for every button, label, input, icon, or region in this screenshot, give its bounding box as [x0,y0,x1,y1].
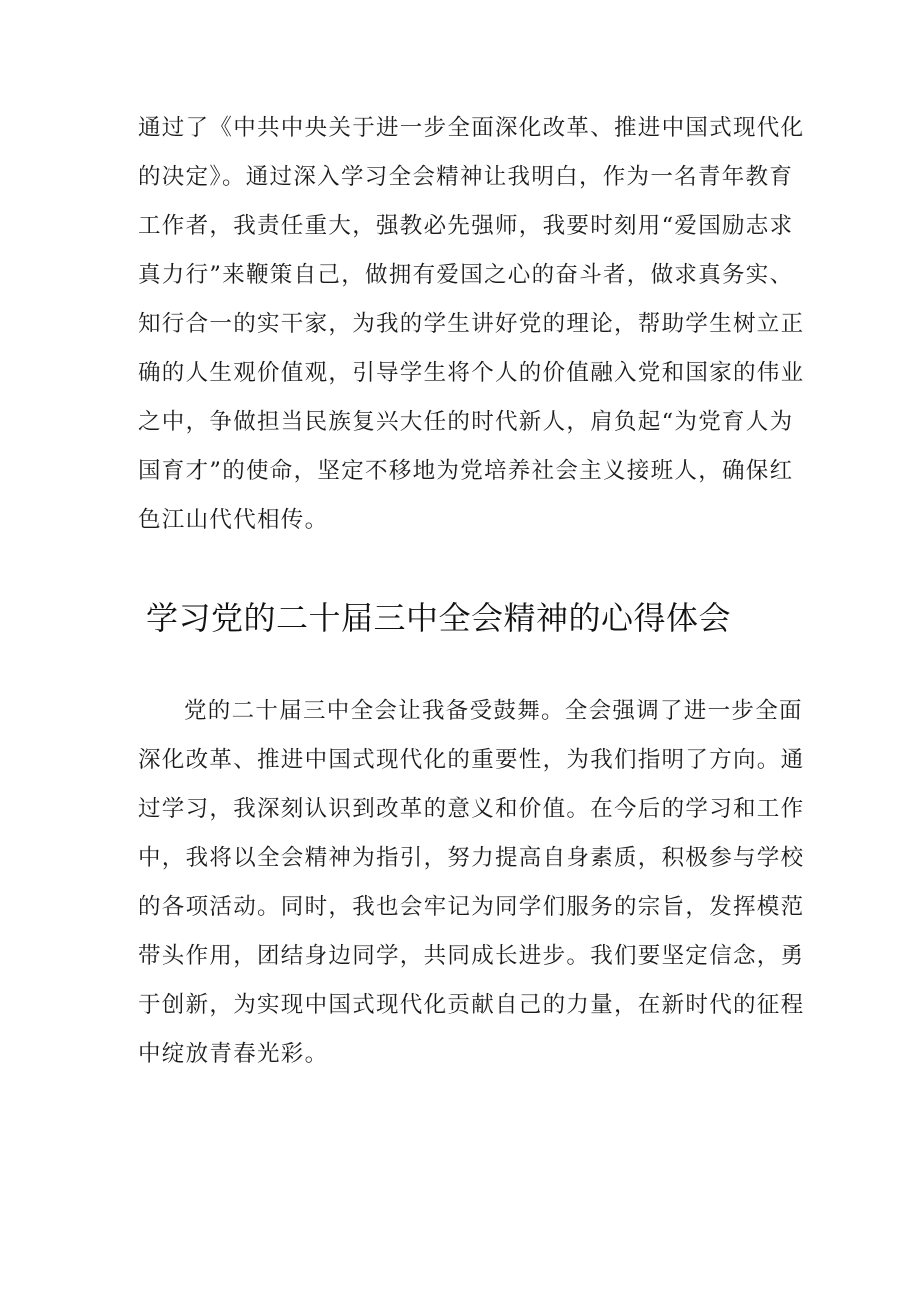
paragraph-line: 色江山代代相传。 [138,507,329,533]
section-heading: 学习党的二十届三中全会精神的心得体会 [146,599,732,637]
paragraph-line: 的各项活动。同时，我也会牢记为同学们服务的宗旨，发挥模范 [138,894,805,920]
paragraph-line: 过学习，我深刻认识到改革的意义和价值。在今后的学习和工作 [138,796,805,822]
paragraph-line: 之中，争做担当民族复兴大任的时代新人，肩负起“为党育人为 [138,409,794,435]
paragraph-line: 确的人生观价值观，引导学生将个人的价值融入党和国家的伟业 [138,360,805,386]
paragraph-line: 中，我将以全会精神为指引，努力提高自身素质，积极参与学校 [138,845,805,871]
paragraph-line: 国育才”的使命，坚定不移地为党培养社会主义接班人，确保红 [138,458,794,484]
paragraph-line: 深化改革、推进中国式现代化的重要性，为我们指明了方向。通 [138,747,805,773]
paragraph-line: 中绽放青春光彩。 [138,1041,329,1067]
paragraph-line: 通过了《中共中央关于进一步全面深化改革、推进中国式现代化 [138,115,805,141]
paragraph-line: 于创新，为实现中国式现代化贡献自己的力量，在新时代的征程 [138,992,805,1018]
paragraph-line: 党的二十届三中全会让我备受鼓舞。全会强调了进一步全面 [184,698,803,724]
paragraph-line: 知行合一的实干家，为我的学生讲好党的理论，帮助学生树立正 [138,311,805,337]
paragraph-line: 工作者，我责任重大，强教必先强师，我要时刻用“爱国励志求 [138,213,794,239]
paragraph-line: 真力行”来鞭策自己，做拥有爱国之心的奋斗者，做求真务实、 [138,262,794,288]
paragraph-line: 的决定》。通过深入学习全会精神让我明白，作为一名青年教育 [138,164,794,190]
paragraph-line: 带头作用，团结身边同学，共同成长进步。我们要坚定信念，勇 [138,943,805,969]
